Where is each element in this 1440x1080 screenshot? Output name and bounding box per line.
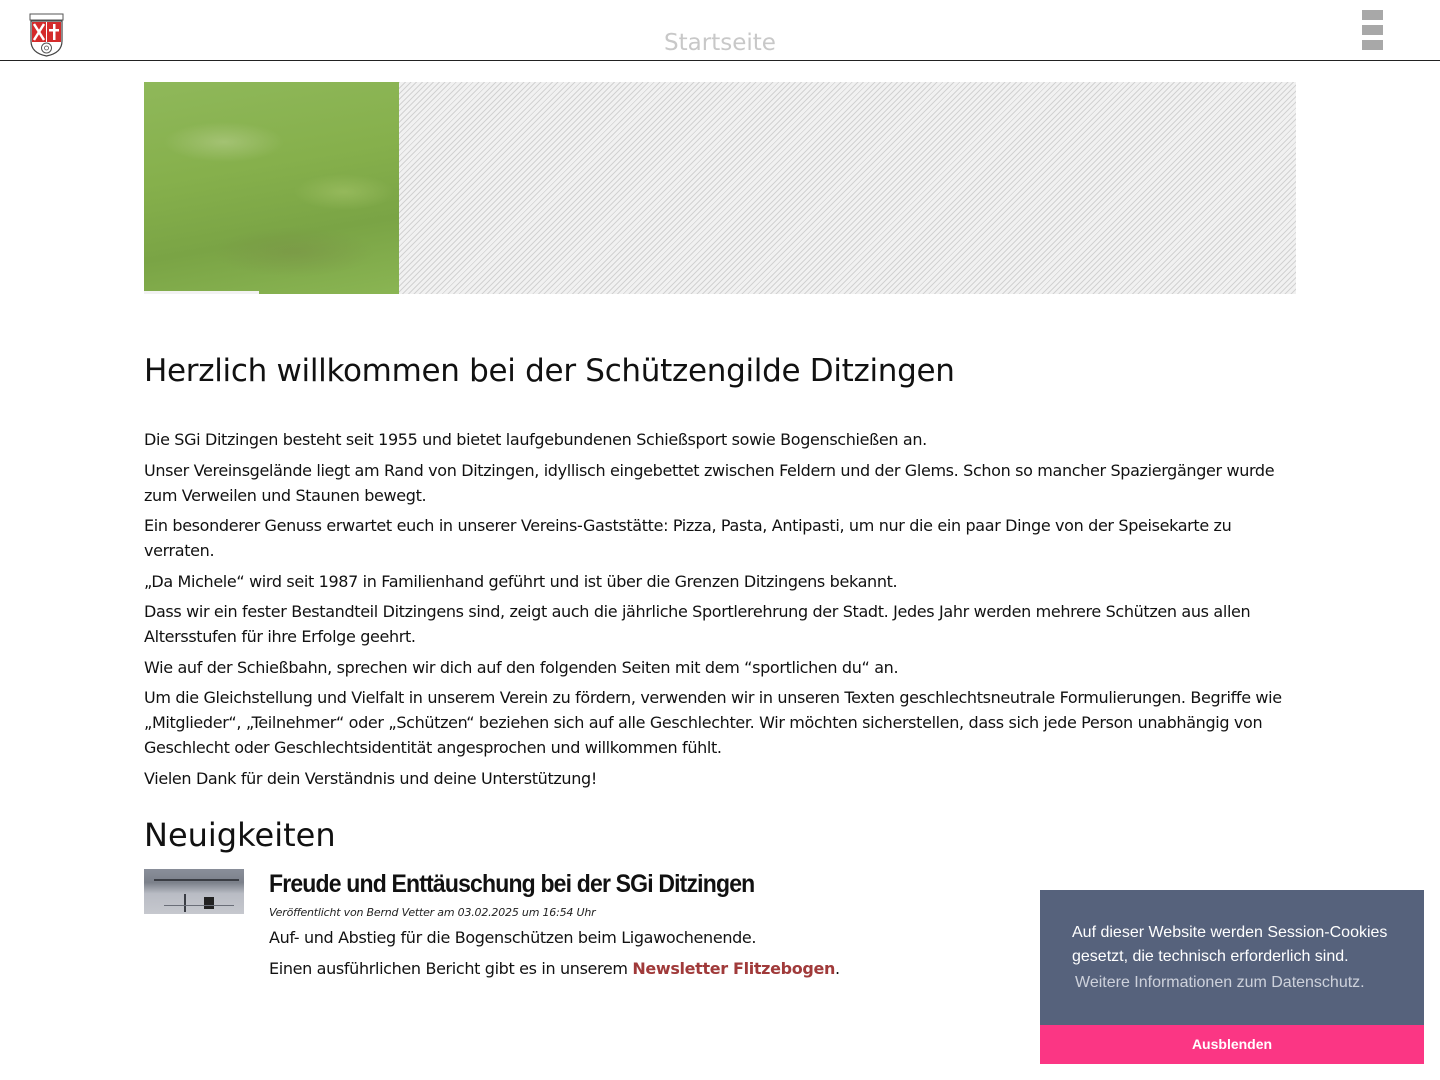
newsletter-link[interactable]: Newsletter Flitzebogen bbox=[632, 958, 836, 978]
privacy-info-link[interactable]: Weitere Informationen zum Datenschutz. bbox=[1075, 974, 1365, 991]
intro-paragraph: Dass wir ein fester Bestandteil Ditzingens sind, zeigt auch die jährliche Sportlerehrung der Stadt. Jedes Jahr werden mehrere Schützen aus allen Altersstufen für ihre Erfolge geehrt. bbox=[144, 602, 1251, 646]
main-content bbox=[144, 348, 1296, 796]
intro-paragraph: Die SGi Ditzingen besteht seit 1955 und bietet laufgebundenen Schießsport sowie Bogenschießen an. bbox=[144, 430, 927, 449]
hero-image-placeholder bbox=[399, 82, 1296, 294]
top-bar bbox=[0, 0, 1440, 61]
welcome-heading: Herzlich willkommen bei der Schützengilde Ditzingen bbox=[144, 353, 955, 389]
intro-paragraph: Ein besonderer Genuss erwartet euch in unserer Vereins-Gaststätte: Pizza, Pasta, Antipasti, um nur die ein paar Dinge von der Speisekarte zu verraten. bbox=[144, 516, 1232, 560]
news-report-line bbox=[269, 956, 1029, 981]
news-text bbox=[269, 925, 1029, 981]
news-summary: Auf- und Abstieg für die Bogenschützen beim Ligawochenende. bbox=[269, 928, 757, 947]
news-heading: Neuigkeiten bbox=[144, 816, 336, 854]
cookie-dismiss-button[interactable]: Ausblenden bbox=[1040, 1025, 1424, 1064]
menu-bar bbox=[1362, 40, 1383, 50]
intro-paragraph: „Da Michele“ wird seit 1987 in Familienhand geführt und ist über die Grenzen Ditzingens bekannt. bbox=[144, 571, 898, 591]
hamburger-menu-icon[interactable] bbox=[1362, 10, 1383, 50]
cookie-banner bbox=[1040, 890, 1424, 1064]
intro-paragraph: Unser Vereinsgelände liegt am Rand von Ditzingen, idyllisch eingebettet zwischen Feldern und der Glems. Schon so mancher Spaziergänger wurde zum Verweilen und Staunen bewegt. bbox=[144, 460, 1275, 505]
news-meta: Veröffentlicht von Bernd Vetter am 03.02.2025 um 16:54 Uhr bbox=[269, 906, 596, 919]
news-report-prefix: Einen ausführlichen Bericht gibt es in unserem bbox=[269, 958, 633, 978]
hero-progress-bar bbox=[144, 291, 259, 294]
news-report-suffix: . bbox=[835, 958, 840, 978]
menu-bar bbox=[1362, 25, 1383, 35]
news-body bbox=[269, 869, 1029, 986]
page-title: Startseite bbox=[664, 30, 776, 56]
news-title[interactable]: Freude und Enttäuschung bei der SGi Ditzingen bbox=[269, 870, 755, 898]
intro-paragraph: Um die Gleichstellung und Vielfalt in unserem Verein zu fördern, verwenden wir in unseren Texten geschlechtsneutrale Formulierungen. Begriffe wie „Mitglieder“, „Teilnehmer“ oder „Schützen“ beziehen sich auf alle Geschlechter. Wir möchten sicherstellen, dass sich jede Person unabhängig von Geschlecht oder Geschlechtsidentität angesprochen und willkommen fühlt. bbox=[144, 688, 1282, 757]
news-thumbnail[interactable] bbox=[144, 869, 244, 914]
intro-paragraph: Vielen Dank für dein Verständnis und deine Unterstützung! bbox=[144, 768, 597, 788]
menu-bar bbox=[1362, 10, 1383, 20]
hero-grass-photo bbox=[144, 82, 399, 294]
intro-text bbox=[144, 427, 1296, 791]
intro-paragraph: Wie auf der Schießbahn, sprechen wir dich auf den folgenden Seiten mit dem “sportlichen du“ an. bbox=[144, 657, 899, 677]
cookie-message: Auf dieser Website werden Session-Cookies gesetzt, die technisch erforderlich sind. bbox=[1072, 924, 1388, 965]
hero-slider bbox=[144, 82, 1296, 294]
